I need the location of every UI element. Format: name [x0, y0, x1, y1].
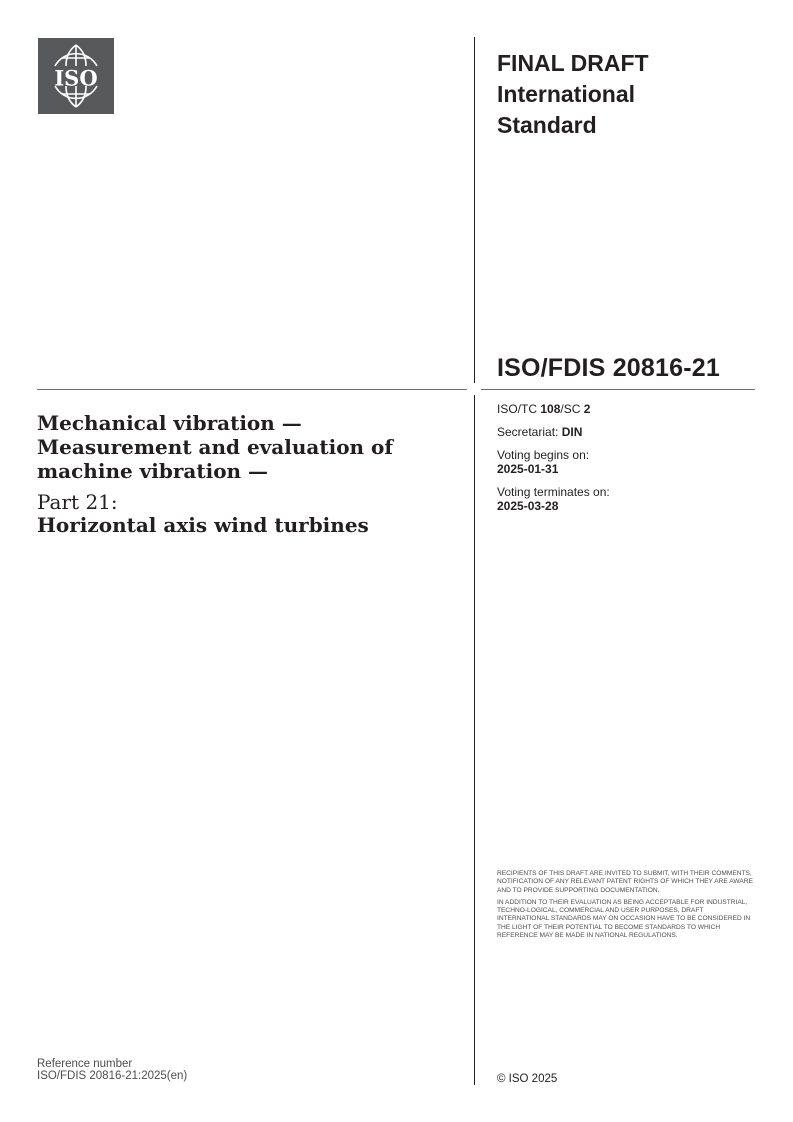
document-metadata [497, 402, 610, 522]
voting-terminates [497, 485, 610, 513]
horizontal-rule-left [37, 389, 467, 390]
main-title-line: machine vibration — [37, 459, 269, 483]
notice-paragraph-1: RECIPIENTS OF THIS DRAFT ARE INVITED TO SUBMIT, WITH THEIR COMMENTS, NOTIFICATION OF ANY RELEVANT PATENT RIGHTS OF WHICH THEY ARE AWARE AND TO PROVIDE SUPPORTING DOCUMENTATION. [497, 870, 753, 894]
notice-paragraph-2: IN ADDITION TO THEIR EVALUATION AS BEING ACCEPTABLE FOR INDUSTRIAL, TECHNO-LOGICAL, COMMERCIAL AND USER PURPOSES, DRAFT INTERNATIONAL STANDARDS MAY ON OCCASION HAVE TO BE CONSIDERED IN THE LIGHT OF THEIR POTENTIAL TO BECOME STANDARDS TO WHICH REFERENCE MAY BE MADE IN NATIONAL REGULATIONS. [497, 898, 751, 940]
committee: ISO/TC 108/SC 2 [497, 402, 591, 416]
draft-status: FINAL DRAFT [497, 50, 649, 76]
voting-terminates-label: Voting terminates on: [497, 485, 610, 499]
secretariat-value: DIN [561, 425, 583, 439]
doc-type-line2: Standard [497, 112, 597, 138]
part-title: Horizontal axis wind turbines [37, 513, 369, 537]
main-title [37, 411, 462, 483]
doc-type-line1: International [497, 81, 636, 107]
document-number: ISO/FDIS 20816-21 [497, 354, 720, 382]
iso-globe-icon [38, 38, 114, 114]
iso-logo [38, 38, 114, 114]
title-block [37, 411, 462, 537]
main-title-line: Measurement and evaluation of [37, 435, 393, 459]
reference-number [37, 1058, 187, 1082]
part-label: Part 21: [37, 490, 118, 514]
voting-begins-date: 2025-01-31 [497, 462, 559, 476]
svg-text:ISO: ISO [54, 65, 98, 91]
voting-begins [497, 448, 610, 476]
vertical-divider-bottom [474, 395, 475, 1085]
secretariat: Secretariat: DIN [497, 425, 583, 439]
document-type-heading [497, 48, 649, 141]
reference-value: ISO/FDIS 20816-21:2025(en) [37, 1070, 188, 1082]
horizontal-rule-right [481, 389, 755, 390]
vertical-divider-top [474, 37, 475, 383]
main-title-line: Mechanical vibration — [37, 411, 302, 435]
voting-begins-label: Voting begins on: [497, 448, 590, 462]
copyright: © ISO 2025 [497, 1073, 558, 1085]
voting-terminates-date: 2025-03-28 [497, 499, 559, 513]
reference-label: Reference number [37, 1058, 133, 1070]
draft-notice [497, 870, 757, 944]
